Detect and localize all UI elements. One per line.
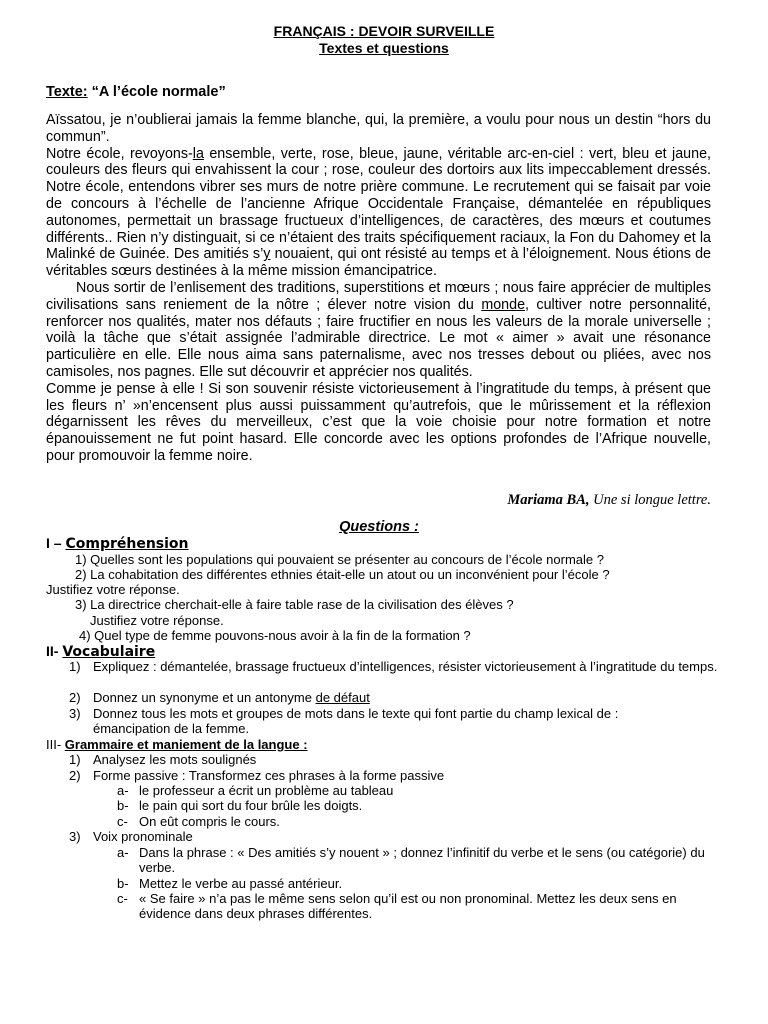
question-item: Donnez un synonyme et un antonyme de défaut (93, 690, 370, 705)
item-number: 2) (69, 768, 81, 783)
item-number: 1) (69, 752, 81, 767)
question-item: Forme passive : Transformez ces phrases à la forme passive (93, 768, 445, 783)
item-number: 2) (69, 690, 81, 705)
question-item: Voix pronominale (93, 829, 193, 844)
paragraph: Nous sortir de l’enlisement des traditions, superstitions et mœurs ; nous faire apprécier de multiples civilisations sans reniement de la nôtre ; élever notre vision du monde, cultiver notre personnalité, renforcer nos qualités, mater nos défauts ; faire fructifier en nous les valeurs de la morale universelle ; voilà la tâche que s’était assignée l’admirable directrice. Le mot « aimer » avait une résonance particulière en elle. Elle nous aima sans paternalisme, avec nos tresses debout ou pliées, avec nos camisoles, nos pagnes. Elle sut découvrir et apprécier nos qualités. (46, 279, 712, 380)
question-item: Justifiez votre réponse. (90, 613, 224, 628)
question-item: 3) La directrice cherchait-elle à faire table rase de la civilisation des élèves ? (75, 597, 514, 612)
underlined-word: monde, (481, 296, 529, 313)
section-title: Vocabulaire (62, 644, 156, 660)
section-grammaire: III- Grammaire et maniement de la langue : (46, 737, 308, 752)
question-item: On eût compris le cours. (139, 814, 280, 829)
item-number: 1) (69, 659, 81, 674)
underlined-word: y (263, 246, 271, 263)
item-number: 3) (69, 706, 81, 721)
item-letter: a- (117, 783, 129, 798)
question-item: Analysez les mots soulignés (93, 752, 257, 767)
question-item: « Se faire » n’a pas le même sens selon qu’il est ou non pronominal. Mettez les deux sens en évidence dans deux phrases différentes. (139, 891, 677, 922)
question-item: Mettez le verbe au passé antérieur. (139, 876, 343, 891)
paragraph: Aïssatou, je n’oublierai jamais la femme blanche, qui, la première, a voulu pour nous un destin “hors du commun”. (46, 112, 711, 145)
paragraph: Notre école, revoyons-la ensemble, verte, rose, bleue, jaune, véritable arc-en-ciel : vert, bleu et jaune, couleurs des fleurs qui envahissent la cour ; rose, couleur des dortoirs aux lits impeccablement dressés. Notre école, entendons vibrer ses murs de notre prière commune. Le recrutement qui se faisait par voie de concours à l’échelle de l’ancienne Afrique Occidentale Française, démantelée en républiques autonomes, permettait un brassage fructueux d’intelligences, de caractères, des mœurs et coutumes différents.. Rien n’y distinguait, si ce n’étaient des traits spécifiquement raciaux, la Fon du Dahomey et la Malinké de Guinée. Des amitiés s’y nouaient, qui ont résisté au temps et à l’éloignement. Nous étions de véritables sœurs destinées à la même mission émancipatrice. (46, 145, 712, 280)
question-item: Donnez tous les mots et groupes de mots dans le texte qui font partie du champ lexical de : émancipation de la femme. (93, 706, 619, 737)
text-passage (46, 112, 711, 465)
attribution (507, 492, 711, 509)
document-title: FRANÇAIS : DEVOIR SURVEILLE (273, 23, 495, 39)
question-item: Expliquez : démantelée, brassage fructueux d’intelligences, résister victorieusement à l’ingratitude du temps. (93, 659, 718, 674)
question-item: 1) Quelles sont les populations qui pouvaient se présenter au concours de l’école normale ? (75, 552, 604, 567)
texte-title: “A l’école normale” (91, 84, 226, 100)
paragraph: Comme je pense à elle ! Si son souvenir résiste victorieusement à l’ingratitude du temps, à présent que les fleurs n’ »n’encensent plus aussi puissamment qu’autrefois, que le mûrissement et la réflexion dégarnissent les rêves du merveilleux, c’est que la voie choisie pour notre formation et notre épanouissement ne fut point hasard. Elle concorde avec les options profondes de l’Afrique nouvelle, pour promouvoir la femme noire. (46, 380, 711, 464)
author: Mariama BA, (507, 492, 590, 508)
texte-label: Texte: (46, 84, 88, 100)
item-letter: c- (117, 891, 128, 906)
texte-heading (46, 84, 226, 100)
section-title: Compréhension (65, 536, 189, 552)
section-vocabulaire: II- Vocabulaire (46, 643, 156, 660)
underlined-word: la (192, 145, 204, 162)
section-comprehension: I – Compréhension (46, 535, 189, 552)
item-number: 3) (69, 829, 81, 844)
question-item: le pain qui sort du four brûle les doigts. (139, 798, 363, 813)
questions-title: Questions : (339, 519, 419, 535)
item-letter: a- (117, 845, 129, 860)
item-letter: b- (117, 876, 129, 891)
question-item: le professeur a écrit un problème au tableau (139, 783, 394, 798)
work-title: Une si longue lettre. (589, 492, 711, 508)
question-item: 4) Quel type de femme pouvons-nous avoir à la fin de la formation ? (79, 628, 471, 643)
question-item: Justifiez votre réponse. (46, 582, 180, 597)
item-letter: c- (117, 814, 128, 829)
underlined-word: de défaut (315, 690, 370, 705)
question-item: 2) La cohabitation des différentes ethnies était-elle un atout ou un inconvénient pour l’école ? (75, 567, 610, 582)
document-subtitle: Textes et questions (319, 40, 449, 56)
section-title: Grammaire et maniement de la langue : (64, 737, 308, 752)
question-item: Dans la phrase : « Des amitiés s’y nouent » ; donnez l’infinitif du verbe et le sens (ou catégorie) du verbe. (139, 845, 705, 876)
item-letter: b- (117, 798, 129, 813)
